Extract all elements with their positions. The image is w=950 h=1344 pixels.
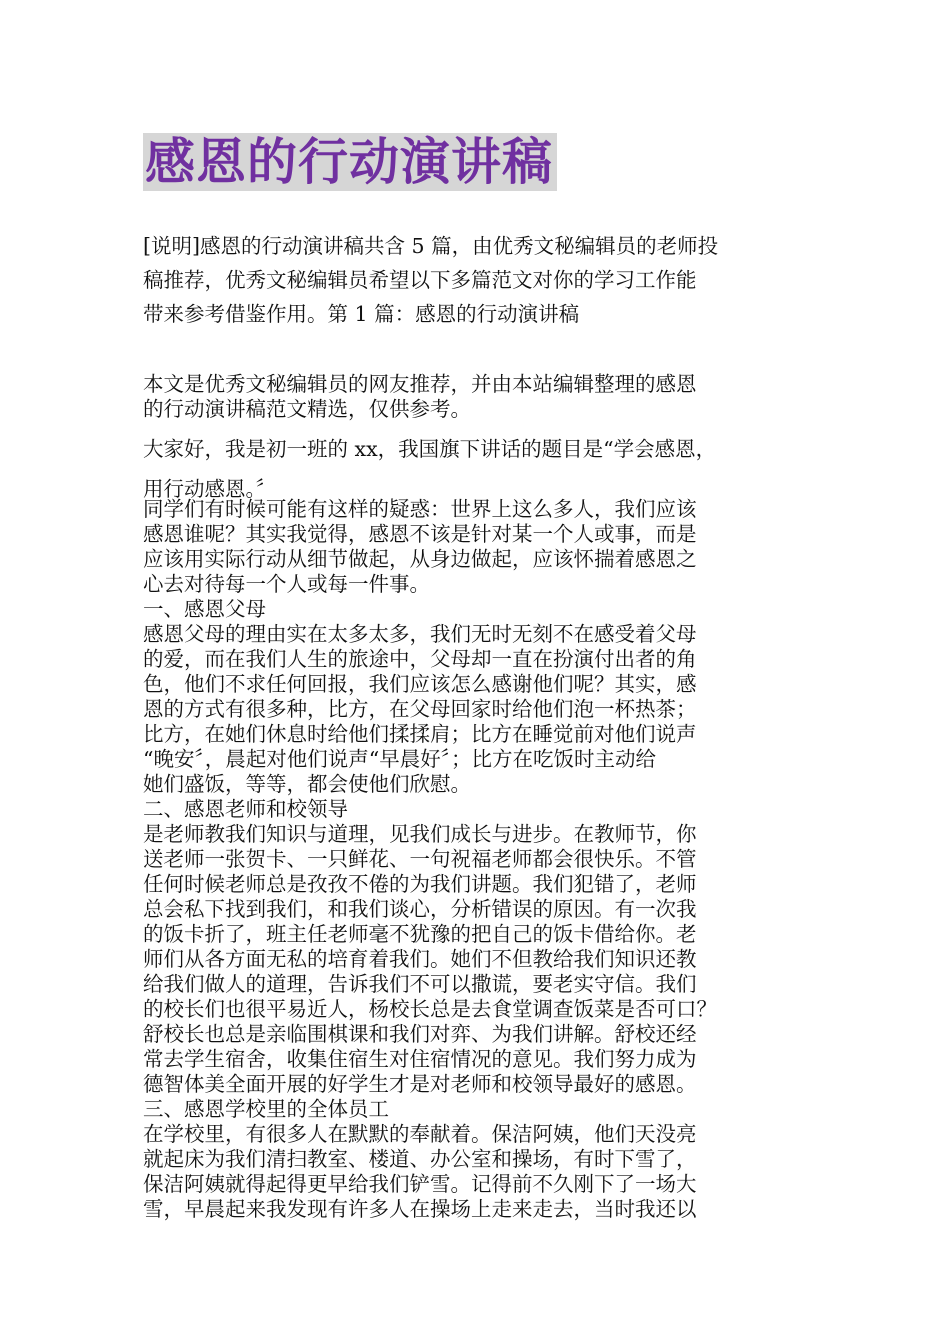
title-highlight bbox=[143, 133, 557, 191]
text-line: 是老师教我们知识与道理，见我们成长与进步。在教师节，你 bbox=[143, 822, 697, 846]
text-line: 感恩父母的理由实在太多太多，我们无时无刻不在感受着父母 bbox=[143, 622, 697, 646]
text-line: 稿推荐，优秀文秘编辑员希望以下多篇范文对你的学习工作能 bbox=[143, 268, 697, 292]
text-line: 总会私下找到我们，和我们谈心，分析错误的原因。有一次我 bbox=[143, 897, 697, 921]
page-title: 感恩的行动演讲稿 bbox=[145, 133, 553, 191]
text-line: 本文是优秀文秘编辑员的网友推荐，并由本站编辑整理的感恩 bbox=[143, 372, 697, 396]
text-line: [说明]感恩的行动演讲稿共含 5 篇，由优秀文秘编辑员的老师投 bbox=[143, 234, 719, 258]
text-line: 心去对待每一个人或每一件事。 bbox=[143, 572, 430, 596]
text-line: 的爱，而在我们人生的旅途中，父母却一直在扮演付出者的角 bbox=[143, 647, 697, 671]
text-line: 送老师一张贺卡、一只鲜花、一句祝福老师都会很快乐。不管 bbox=[143, 847, 697, 871]
text-line: 的校长们也很平易近人，杨校长总是去食堂调查饭菜是否可口？ bbox=[143, 997, 717, 1021]
source-paragraph bbox=[143, 372, 808, 422]
text-line: 雪，早晨起来我发现有许多人在操场上走来走去，当时我还以 bbox=[143, 1197, 697, 1221]
text-line: 常去学生宿舍，收集住宿生对住宿情况的意见。我们努力成为 bbox=[143, 1047, 697, 1071]
text-line: 同学们有时候可能有这样的疑惑：世界上这么多人，我们应该 bbox=[143, 497, 697, 521]
section-heading: 三、感恩学校里的全体员工 bbox=[143, 1097, 389, 1121]
section-heading: 一、感恩父母 bbox=[143, 597, 266, 621]
text-line: 保洁阿姨就得起得更早给我们铲雪。记得前不久刚下了一场大 bbox=[143, 1172, 697, 1196]
text-line: 大家好，我是初一班的 xx，我国旗下讲话的题目是“学会感恩， bbox=[143, 437, 717, 461]
text-line: 德智体美全面开展的好学生才是对老师和校领导最好的感恩。 bbox=[143, 1072, 697, 1096]
text-line: 任何时候老师总是孜孜不倦的为我们讲题。我们犯错了，老师 bbox=[143, 872, 697, 896]
text-line: 色，他们不求任何回报，我们应该怎么感谢他们呢？其实，感 bbox=[143, 672, 697, 696]
speech-body bbox=[143, 497, 808, 1222]
text-line: 就起床为我们清扫教室、楼道、办公室和操场，有时下雪了， bbox=[143, 1147, 697, 1171]
text-line: 应该用实际行动从细节做起，从身边做起，应该怀揣着感恩之 bbox=[143, 547, 697, 571]
intro-paragraph bbox=[143, 229, 808, 331]
text-line: 师们从各方面无私的培育着我们。她们不但教给我们知识还教 bbox=[143, 947, 697, 971]
text-line: 给我们做人的道理，告诉我们不可以撒谎，要老实守信。我们 bbox=[143, 972, 697, 996]
text-line: “晚安〞，晨起对他们说声“早晨好〞；比方在吃饭时主动给 bbox=[143, 747, 656, 771]
section-heading: 二、感恩老师和校领导 bbox=[143, 797, 348, 821]
text-line: 用行动感恩。〞 bbox=[143, 477, 277, 501]
text-line: 她们盛饭，等等，都会使他们欣慰。 bbox=[143, 772, 471, 796]
text-line: 比方，在她们休息时给他们揉揉肩；比方在睡觉前对他们说声 bbox=[143, 722, 697, 746]
text-line: 的行动演讲稿范文精选，仅供参考。 bbox=[143, 397, 471, 421]
text-line: 的饭卡折了，班主任老师毫不犹豫的把自己的饭卡借给你。老 bbox=[143, 922, 697, 946]
text-line: 舒校长也总是亲临围棋课和我们对弈、为我们讲解。舒校还经 bbox=[143, 1022, 697, 1046]
text-line: 带来参考借鉴作用。第 1 篇：感恩的行动演讲稿 bbox=[143, 302, 580, 326]
text-line: 在学校里，有很多人在默默的奉献着。保洁阿姨，他们天没亮 bbox=[143, 1122, 697, 1146]
text-line: 恩的方式有很多种，比方，在父母回家时给他们泡一杯热茶； bbox=[143, 697, 697, 721]
text-line: 感恩谁呢？其实我觉得，感恩不该是针对某一个人或事，而是 bbox=[143, 522, 697, 546]
